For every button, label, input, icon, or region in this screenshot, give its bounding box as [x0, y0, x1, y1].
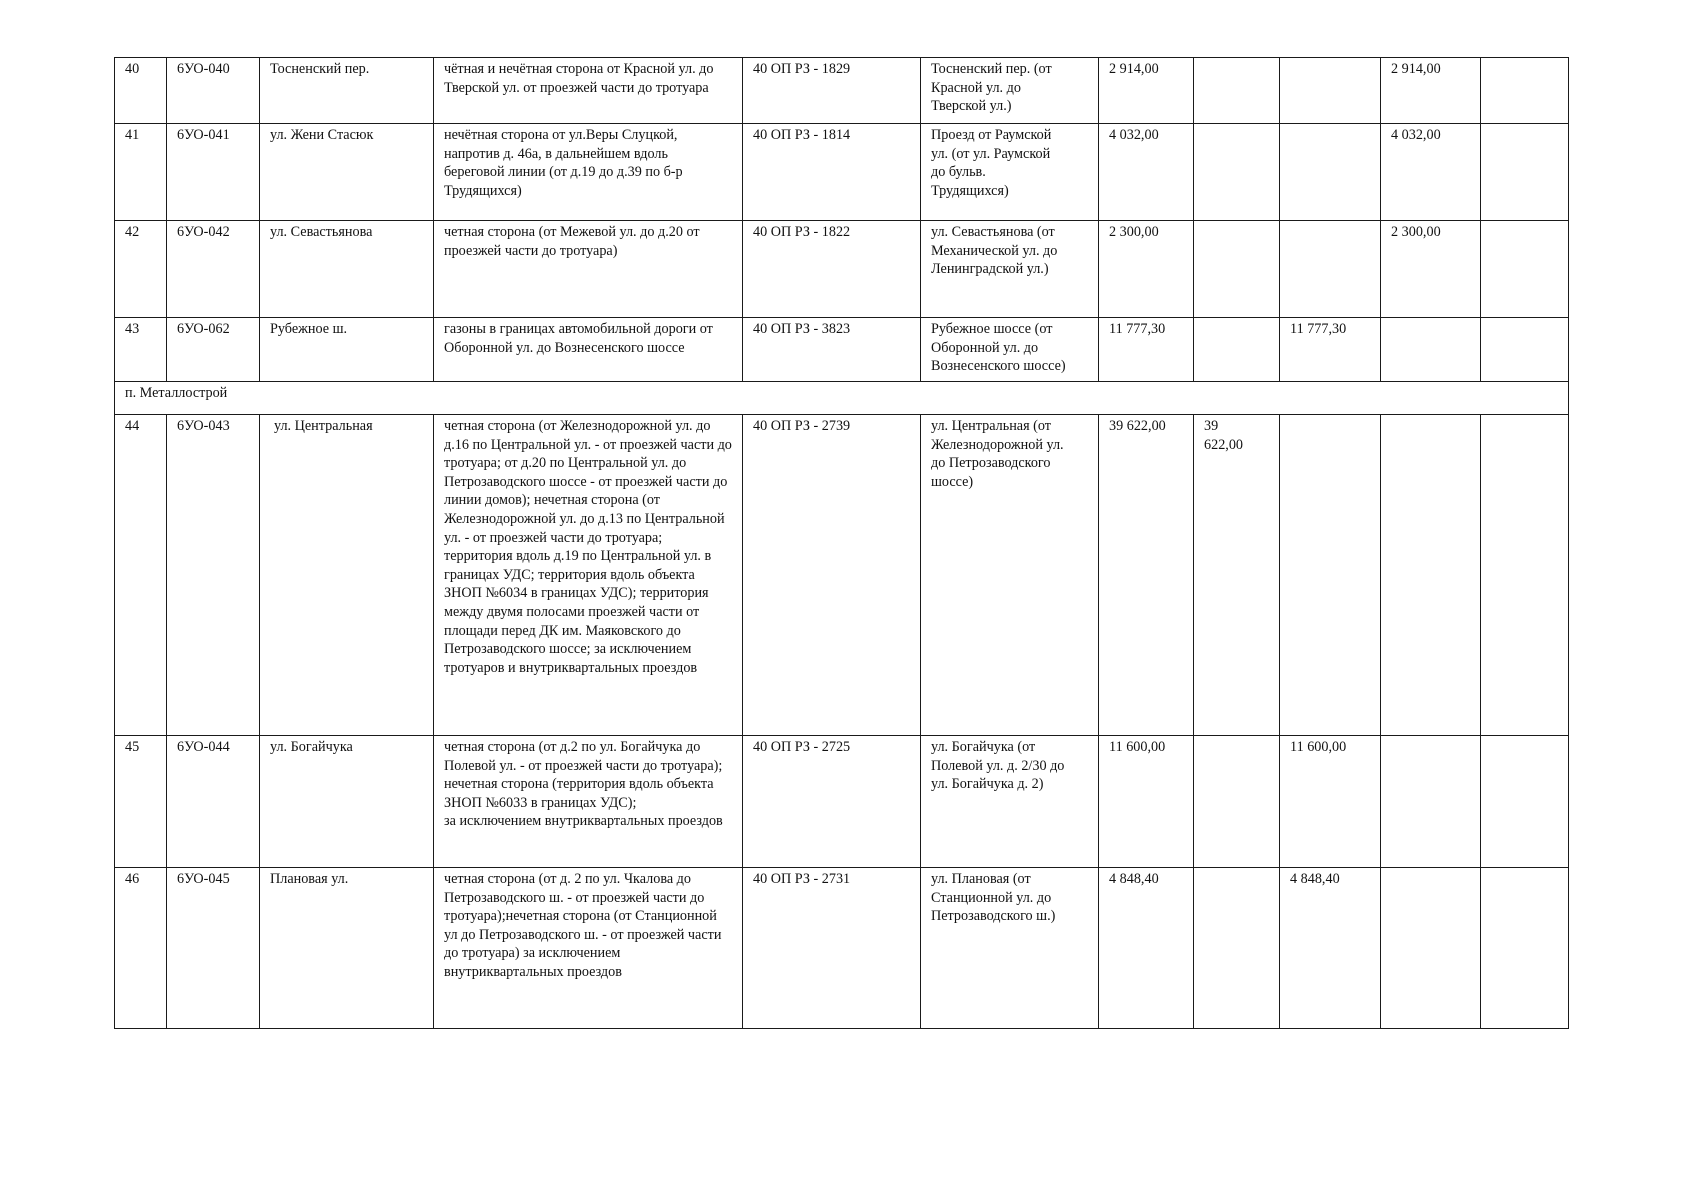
road-id: 40 ОП РЗ - 2739: [743, 415, 921, 736]
area-total: 4 848,40: [1099, 868, 1194, 1029]
street-name: Тосненский пер.: [260, 58, 434, 124]
area-total: 39 622,00: [1099, 415, 1194, 736]
object-code: 6УО-042: [167, 221, 260, 318]
area-col-5: [1481, 221, 1569, 318]
area-col-5: [1481, 58, 1569, 124]
row-number: 43: [115, 318, 167, 382]
object-code: 6УО-040: [167, 58, 260, 124]
object-code: 6УО-062: [167, 318, 260, 382]
object-code: 6УО-045: [167, 868, 260, 1029]
area-col-3: [1280, 415, 1381, 736]
area-col-2: [1194, 124, 1280, 221]
area-col-5: [1481, 318, 1569, 382]
objects-table: [114, 57, 1569, 1029]
table-row: [115, 415, 1569, 736]
road-name: ул. Богайчука (от Полевой ул. д. 2/30 до ул. Богайчука д. 2): [921, 736, 1099, 868]
road-name: ул. Плановая (от Станционной ул. до Петрозаводского ш.): [921, 868, 1099, 1029]
row-number: 41: [115, 124, 167, 221]
section-row: [115, 382, 1569, 415]
area-col-2: 39 622,00: [1194, 415, 1280, 736]
area-total: 2 914,00: [1099, 58, 1194, 124]
area-total: 2 300,00: [1099, 221, 1194, 318]
area-col-2: [1194, 58, 1280, 124]
street-name: Рубежное ш.: [260, 318, 434, 382]
area-col-3: [1280, 124, 1381, 221]
area-col-4: [1381, 868, 1481, 1029]
road-id: 40 ОП РЗ - 2731: [743, 868, 921, 1029]
object-code: 6УО-044: [167, 736, 260, 868]
area-col-4: [1381, 318, 1481, 382]
road-id: 40 ОП РЗ - 2725: [743, 736, 921, 868]
area-col-4: [1381, 736, 1481, 868]
table-row: [115, 736, 1569, 868]
road-name: ул. Центральная (от Железнодорожной ул. до Петрозаводского шоссе): [921, 415, 1099, 736]
territory-description: газоны в границах автомобильной дороги от Оборонной ул. до Вознесенского шоссе: [434, 318, 743, 382]
table-row: [115, 318, 1569, 382]
territory-description: четная сторона (от д. 2 по ул. Чкалова до Петрозаводского ш. - от проезжей части до тротуара);нечетная сторона (от Станционной ул до Петрозаводского ш. - от проезжей части до тротуара) за исключением внутриквартальных проездов: [434, 868, 743, 1029]
road-name: Проезд от Раумской ул. (от ул. Раумской до бульв. Трудящихся): [921, 124, 1099, 221]
territory-description: нечётная сторона от ул.Веры Слуцкой, напротив д. 46а, в дальнейшем вдоль береговой линии (от д.19 до д.39 по б-р Трудящихся): [434, 124, 743, 221]
street-name: Плановая ул.: [260, 868, 434, 1029]
road-name: Рубежное шоссе (от Оборонной ул. до Вознесенского шоссе): [921, 318, 1099, 382]
table-row: [115, 58, 1569, 124]
road-id: 40 ОП РЗ - 1829: [743, 58, 921, 124]
area-col-5: [1481, 868, 1569, 1029]
area-col-4: 2 300,00: [1381, 221, 1481, 318]
row-number: 46: [115, 868, 167, 1029]
road-id: 40 ОП РЗ - 3823: [743, 318, 921, 382]
table-row: [115, 124, 1569, 221]
road-name: Тосненский пер. (от Красной ул. до Тверской ул.): [921, 58, 1099, 124]
table-row: [115, 221, 1569, 318]
row-number: 42: [115, 221, 167, 318]
area-col-2: [1194, 736, 1280, 868]
area-col-4: 4 032,00: [1381, 124, 1481, 221]
area-col-2: [1194, 868, 1280, 1029]
area-col-5: [1481, 124, 1569, 221]
area-col-2: [1194, 318, 1280, 382]
street-name: ул. Центральная: [260, 415, 434, 736]
territory-description: четная сторона (от д.2 по ул. Богайчука до Полевой ул. - от проезжей части до тротуара); нечетная сторона (территория вдоль объекта ЗНОП №6033 в границах УДС); за исключением внутриквартальных проездов: [434, 736, 743, 868]
road-id: 40 ОП РЗ - 1822: [743, 221, 921, 318]
territory-description: чётная и нечётная сторона от Красной ул. до Тверской ул. от проезжей части до тротуара: [434, 58, 743, 124]
territory-description: четная сторона (от Железнодорожной ул. до д.16 по Центральной ул. - от проезжей части до тротуара; от д.20 по Центральной ул. до Петрозаводского шоссе - от проезжей части до линии домов); нечетная сторона (от Железнодорожной ул. до д.13 по Центральной ул. - от проезжей части до тротуара; территория вдоль д.19 по Центральной ул. в границах УДС; территория вдоль объекта ЗНОП №6034 в границах УДС); территория между двумя полосами проезжей части от площади перед ДК им. Маяковского до Петрозаводского шоссе; за исключением тротуаров и внутриквартальных проездов: [434, 415, 743, 736]
area-col-4: 2 914,00: [1381, 58, 1481, 124]
street-name: ул. Богайчука: [260, 736, 434, 868]
area-col-3: 11 777,30: [1280, 318, 1381, 382]
area-col-3: 4 848,40: [1280, 868, 1381, 1029]
area-col-3: 11 600,00: [1280, 736, 1381, 868]
area-col-3: [1280, 221, 1381, 318]
road-id: 40 ОП РЗ - 1814: [743, 124, 921, 221]
territory-description: четная сторона (от Межевой ул. до д.20 от проезжей части до тротуара): [434, 221, 743, 318]
section-title: п. Металлострой: [115, 382, 1569, 415]
area-col-4: [1381, 415, 1481, 736]
street-name: ул. Жени Стасюк: [260, 124, 434, 221]
object-code: 6УО-043: [167, 415, 260, 736]
area-total: 4 032,00: [1099, 124, 1194, 221]
table-body: [115, 58, 1569, 1029]
area-col-2: [1194, 221, 1280, 318]
area-col-5: [1481, 736, 1569, 868]
object-code: 6УО-041: [167, 124, 260, 221]
area-col-3: [1280, 58, 1381, 124]
area-total: 11 600,00: [1099, 736, 1194, 868]
row-number: 44: [115, 415, 167, 736]
street-name: ул. Севастьянова: [260, 221, 434, 318]
row-number: 40: [115, 58, 167, 124]
road-name: ул. Севастьянова (от Механической ул. до Ленинградской ул.): [921, 221, 1099, 318]
table-row: [115, 868, 1569, 1029]
row-number: 45: [115, 736, 167, 868]
area-total: 11 777,30: [1099, 318, 1194, 382]
area-col-5: [1481, 415, 1569, 736]
